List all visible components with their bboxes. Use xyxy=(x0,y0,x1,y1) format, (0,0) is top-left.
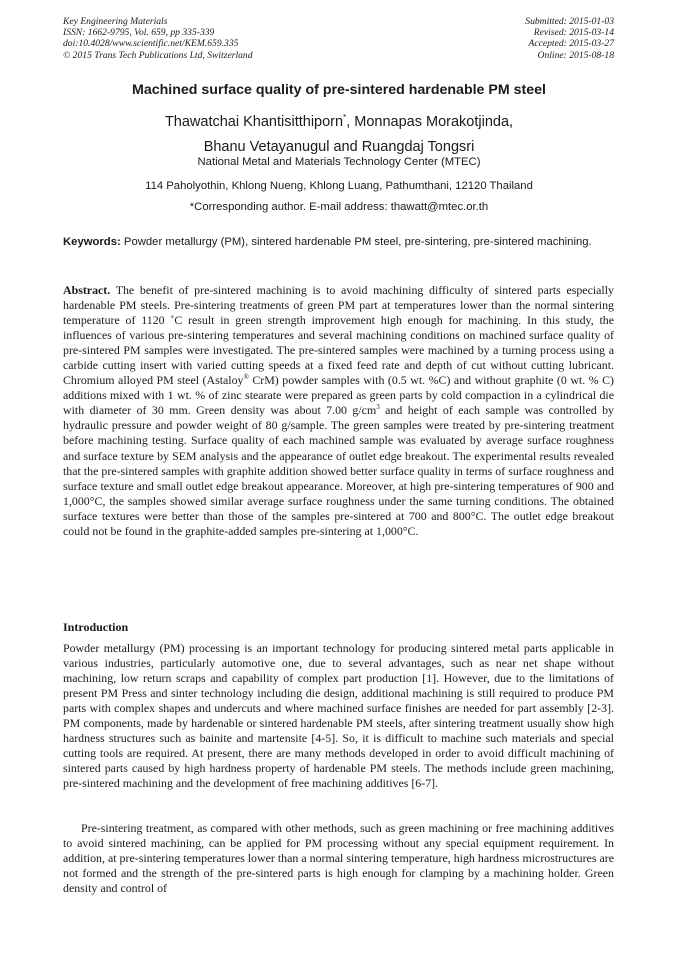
author-line-1 xyxy=(0,105,678,135)
abstract-text-3: and height of each sample was controlled by hydraulic pressure and powder weight of 80 g/sample. The green samples were treated by pre-sintering treatment before machining testing. Surface quality of each machined sample was evaluated by average surface roughness and surface texture by SEM analysis and the appearance of outlet edge breakout. The experimental results revealed that the pre-sintered samples with graphite addition showed better surface quality in terms of surface roughness and surface texture and small outlet edge breakout appearance. Moreover, at high pre-sintering temperatures of 900 and 1,000°C, the samples showed similar average surface roughness under the same turning conditions. The obtained surface textures were better than those of the samples pre-sintered at 700 and 800°C. The outlet edge breakout could not be found in the graphite-added samples pre-sintering at 1,000°C. xyxy=(63,403,614,538)
corresponding-author: *Corresponding author. E-mail address: thawatt@mtec.or.th xyxy=(189,201,489,213)
journal-issn: ISSN: 1662-9795, Vol. 659, pp 335-339 xyxy=(63,27,215,39)
date-submitted: Submitted: 2015-01-03 xyxy=(525,16,614,27)
abstract-text-1: The benefit of pre-sintered machining is to avoid machining difficulty of sintered parts especially hardenable PM steels. Pre-sintering treatments of green PM part at temperatures lower than the normal sintering temperature of 1120 ˚C result in green strength improvement high enough for machining. In this study, the influences of various pre-sintering temperatures and several machining conditions on machined surface quality of pre-sintered PM samples were investigated. The pre-sintered samples were machined by a turning process using a carbide cutting insert with varied cutting speeds at a fixed feed rate and depth of cut without cutting lubricant. Chromium alloyed PM steel (Astaloy xyxy=(63,283,614,388)
introduction-heading: Introduction xyxy=(63,620,129,634)
date-revised: Revised: 2015-03-14 xyxy=(533,27,614,39)
author-list xyxy=(0,105,678,160)
date-accepted: Accepted: 2015-03-27 xyxy=(528,38,614,50)
author-names-b: , Monnapas Morakotjinda, xyxy=(346,113,514,130)
affiliation-address: 114 Paholyothin, Khlong Nueng, Khlong Luang, Pathumthani, 12120 Thailand xyxy=(145,180,533,192)
cube-exponent: 3 xyxy=(376,403,380,412)
submission-dates xyxy=(525,16,614,61)
keywords-text: Powder metallurgy (PM), sintered hardenable PM steel, pre-sintering, pre-sintered machining. xyxy=(120,236,592,248)
paper-title: Machined surface quality of pre-sintered hardenable PM steel xyxy=(132,82,546,98)
journal-info xyxy=(63,16,253,61)
abstract-label: Abstract. xyxy=(63,283,111,297)
introduction-paragraph-2: Pre-sintering treatment, as compared with other methods, such as green machining or free machining additives to avoid sintered machining, can be applied for PM processing without any special equipment requirement. In addition, at pre-sintering temperatures lower than a normal sintering temperature, high hardness microstructures are not formed and the strength of the pre-sintered parts is high enough for clamping by a machining holder. Green density and control of xyxy=(63,821,614,896)
registered-mark: ® xyxy=(243,373,249,382)
author-names-a: Thawatchai Khantisitthiporn xyxy=(164,113,344,130)
journal-name: Key Engineering Materials xyxy=(63,16,168,27)
abstract-text-2: CrM) powder samples with (0.5 wt. %C) and without graphite (0 wt. % C) additions mixed with 1 wt. % of zinc stearate were prepared as green parts by cold compaction in a cylindrical die with diameter of 30 mm. Green density was about 7.00 g/cm xyxy=(63,373,615,418)
abstract xyxy=(63,283,614,539)
journal-doi: doi:10.4028/www.scientific.net/KEM.659.335 xyxy=(63,38,239,50)
keywords-label: Keywords: xyxy=(63,236,121,248)
introduction-paragraph-1: Powder metallurgy (PM) processing is an important technology for producing sintered metal parts applicable in various industries, particularly automotive one, due to several advantages, such as near net shape without machining, low return scraps and capability of complex part production [1]. However, due to the limitations of present PM Press and sinter technology including die design, additional machining is still required to produce PM parts with complex shapes and undercuts and where machined surface finishes are needed for part assembly [2-3]. PM components, made by hardenable or sintered hardenable PM steels, after sintering treatment usually show high hardness structures such as bainite and martensite [4-5]. So, it is difficult to machine such materials and special cutting tools are required. At present, there are many methods developed in order to avoid difficult machining of sintered parts caused by high hardness property of hardenable PM steels. The methods include green machining, pre-sintered machining and the development of free machining additives [6-7]. xyxy=(63,641,614,791)
keywords xyxy=(63,235,614,250)
journal-copyright: © 2015 Trans Tech Publications Ltd, Switzerland xyxy=(63,49,253,61)
affiliation-institution: National Metal and Materials Technology Center (MTEC) xyxy=(197,156,481,168)
corresponding-mark: * xyxy=(343,113,347,122)
date-online: Online: 2015-08-18 xyxy=(537,49,614,61)
author-line-2: Bhanu Vetayanugul and Ruangdaj Tongsri xyxy=(203,138,475,155)
